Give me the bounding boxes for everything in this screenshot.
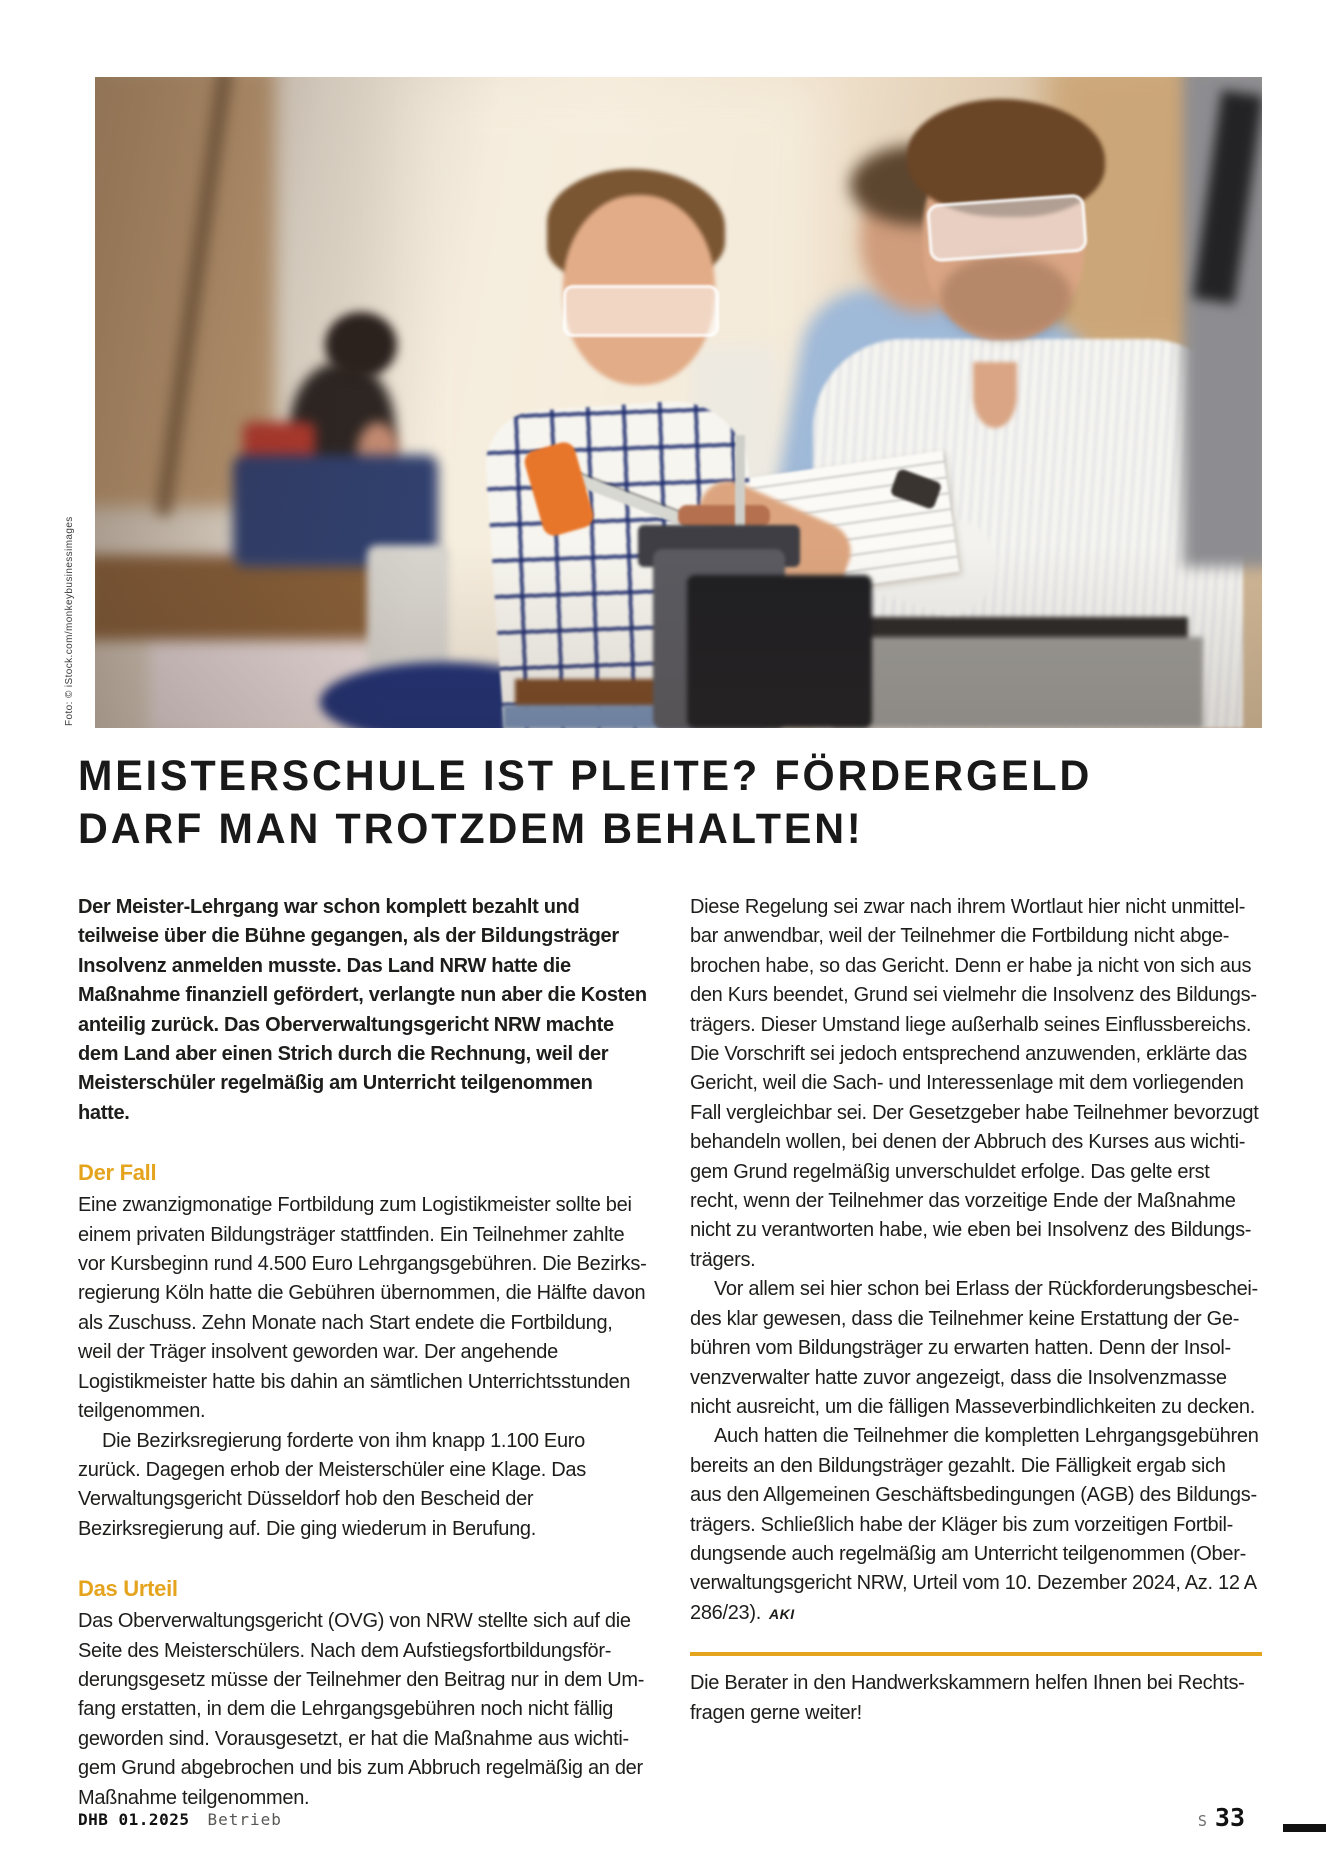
article-column-right [690, 893, 1262, 1728]
footer-page-number [1198, 1803, 1245, 1832]
article-photo [95, 77, 1262, 728]
page-prefix: S [1197, 1812, 1207, 1830]
section-heading-der-fall: Der Fall [78, 1160, 157, 1186]
page-number: 33 [1214, 1803, 1245, 1832]
article-column-left [78, 893, 648, 1813]
photo-credit: Foto: © iStock.com/monkeybusinessimages [64, 516, 75, 726]
author-abbreviation: AKI [769, 1605, 795, 1622]
article-paragraph: Das Oberverwaltungsgericht (OVG) von NRW stellte sich auf die Seite des Meisterschülers. Nach dem Aufstiegsfortbildungsförderungsgesetz müsse der Teilnehmer den Beitrag nur in dem Umfang erstatten, in dem die Lehrgangsgebühren noch nicht fällig geworden sind. Vorausgesetzt, er hat die Maßnahme aus wichtigem Grund abgebrochen und bis zum Abbruch regelmäßig an der Maßnahme teilgenommen. [78, 1610, 645, 1809]
headline-line-1: MEISTERSCHULE IST PLEITE? FÖRDERGELD [78, 752, 1093, 800]
article-paragraph: Die Bezirksregierung forderte von ihm knapp 1.100 Euro zurück. Dagegen erhob der Meisterschüler eine Klage. Das Verwaltungsgericht Düsseldorf hob den Bescheid der Bezirksregierung auf. Die ging wiederum in Berufung. [78, 1429, 586, 1540]
photo-vignette-overlay [95, 77, 1262, 728]
headline-line-2: DARF MAN TROTZDEM BEHALTEN! [78, 805, 864, 853]
article-lead: Der Meister-Lehrgang war schon komplett bezahlt und teilweise über die Bühne gegangen, als der Bildungsträger Insolvenz anmelden musste. Das Land NRW hatte die Maßnahme finanziell gefördert, verlangte nun aber die Kosten anteilig zurück. Das Oberverwaltungsgericht NRW machte dem Land aber einen Strich durch die Rechnung, weil der Meisterschüler regelmäßig am Unterricht teilgenommen hatte. [78, 896, 647, 1124]
article-paragraph: Eine zwanzigmonatige Fortbildung zum Logistikmeister sollte bei einem privaten Bildungsträger stattfinden. Ein Teilnehmer zahlte vor Kursbeginn rund 4.500 Euro Lehrgangsgebühren. Die Bezirksregierung Köln hatte die Gebühren übernommen, die Hälfte davon als Zuschuss. Zehn Monate nach Start endete die Fortbildung, weil der Träger insolvent geworden war. Der angehende Logistikmeister hatte bis dahin an sämtlichen Unterrichtsstunden teilgenommen. [78, 1194, 647, 1423]
magazine-section-label: Betrieb [207, 1810, 282, 1829]
article-paragraph: Vor allem sei hier schon bei Erlass der Rückforderungsbescheides klar gewesen, dass die Teilnehmer keine Erstattung der Gebühren vom Bildungsträger zu erwarten hatten. Denn der Insolvenzverwalter hatte zuvor angezeigt, dass die Insolvenzmasse nicht ausreicht, um die fälligen Masseverbindlichkeiten zu decken. [690, 1278, 1259, 1418]
footer-left [78, 1810, 282, 1829]
magazine-issue-label: DHB 01.2025 [78, 1810, 190, 1829]
advice-info-box [690, 1652, 1262, 1728]
section-heading-das-urteil: Das Urteil [78, 1576, 178, 1602]
article-paragraph: Auch hatten die Teilnehmer die kompletten Lehrgangsgebühren bereits an den Bildungsträger gezahlt. Die Fälligkeit ergab sich aus den Allgemeinen Geschäftsbedingungen (AGB) des Bildungsträgers. Schließlich habe der Kläger bis zum vorzeitigen Fortbildungsende auch regelmäßig am Unterricht teilgenommen (Oberverwaltungsgericht NRW, Urteil vom 10. Dezember 2024, Az. 12 A 286/23). AKI [690, 1425, 1259, 1624]
article-headline [78, 750, 1249, 856]
page-marker-bar [1283, 1824, 1326, 1832]
advice-info-text: Die Berater in den Handwerkskammern helfen Ihnen bei Rechtsfragen gerne weiter! [690, 1672, 1245, 1724]
article-paragraph: Diese Regelung sei zwar nach ihrem Wortlaut hier nicht unmittelbar anwendbar, weil der Teilnehmer die Fortbildung nicht abgebrochen habe, so das Gericht. Denn er habe ja nicht von sich aus den Kurs beendet, Grund sei vielmehr die Insolvenz des Bildungsträgers. Dieser Umstand liege außerhalb seines Einflussbereichs. Die Vorschrift sei jedoch entsprechend anzuwenden, erklärte das Gericht, weil die Sach- und Interessenlage mit dem vorliegenden Fall vergleichbar sei. Der Gesetzgeber habe Teilnehmer bevorzugt behandeln wollen, bei denen der Abbruch des Kurses aus wichtigem Grund regelmäßig unverschuldet erfolge. Das gelte erst recht, wenn der Teilnehmer das vorzeitige Ende der Maßnahme nicht zu verantworten habe, wie eben bei Insolvenz des Bildungsträgers. [690, 896, 1259, 1271]
